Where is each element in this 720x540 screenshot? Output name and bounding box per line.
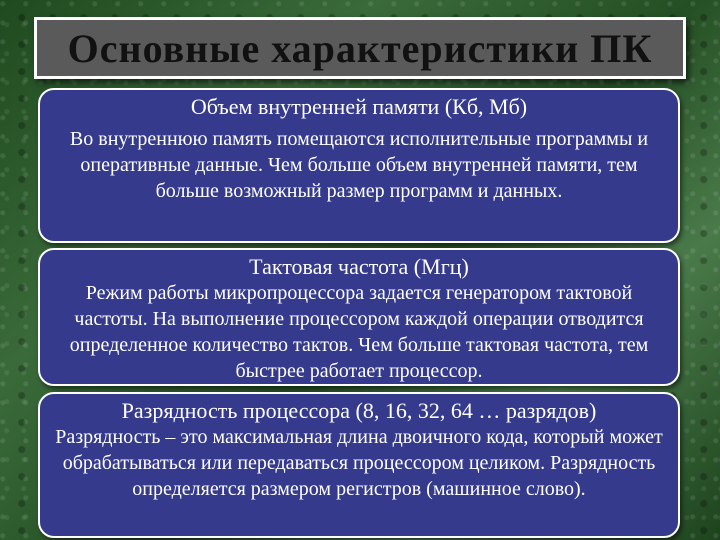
card-memory-heading: Объем внутренней памяти (Кб, Мб) xyxy=(190,94,528,119)
card-bit-width xyxy=(38,392,680,538)
card-clock-frequency-text: Режим работы микропроцессора задается генератором тактовой частоты. На выполнение процессором каждой операции отводится определенное количество тактов. Чем больше тактовая частота, тем быстрее работает процессор. xyxy=(69,282,649,382)
slide-title-box xyxy=(34,17,686,79)
card-bit-width-heading: Разрядность процессора (8, 16, 32, 64 … разрядов) xyxy=(121,398,597,423)
card-clock-frequency-heading: Тактовая частота (Мгц) xyxy=(249,254,469,279)
card-memory-text: Во внутреннюю память помещаются исполнительные программы и оперативные данные. Чем больше объем внутренней памяти, тем больше возможный размер программ и данных. xyxy=(69,128,649,202)
card-bit-width-text: Разрядность – это максимальная длина двоичного кода, который может обрабатываться или передаваться процессором целиком. Разрядность определяется размером регистров (машинное слово). xyxy=(55,426,663,500)
card-clock-frequency xyxy=(38,248,680,386)
card-memory xyxy=(38,88,680,243)
slide-title: Основные характеристики ПК xyxy=(67,25,653,71)
